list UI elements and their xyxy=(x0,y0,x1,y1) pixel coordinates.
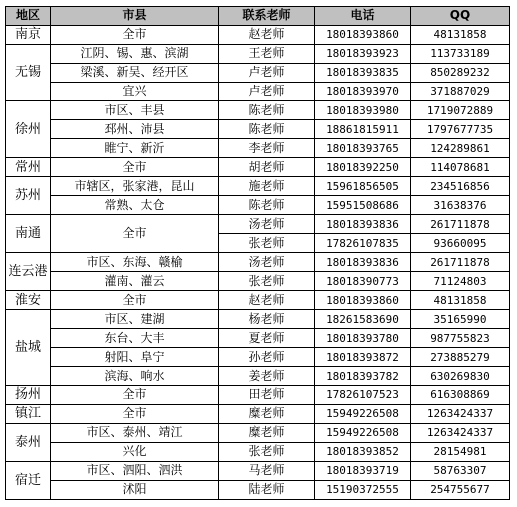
phone-cell: 18018393836 xyxy=(315,253,411,272)
table-row xyxy=(6,196,510,215)
header-row xyxy=(6,7,510,26)
contact-table xyxy=(5,6,510,500)
phone-cell: 18861815911 xyxy=(315,120,411,139)
phone-cell: 18018393860 xyxy=(315,291,411,310)
qq-cell: 1263424337 xyxy=(411,423,510,442)
phone-cell: 15949226508 xyxy=(315,423,411,442)
phone-cell: 18018393719 xyxy=(315,461,411,480)
teacher-cell: 夏老师 xyxy=(219,329,315,348)
qq-cell: 261711878 xyxy=(411,253,510,272)
qq-cell: 48131858 xyxy=(411,25,510,44)
table-row xyxy=(6,461,510,480)
teacher-cell: 王老师 xyxy=(219,44,315,63)
teacher-cell: 陈老师 xyxy=(219,101,315,120)
header-phone: 电话 xyxy=(315,7,411,26)
qq-cell: 987755823 xyxy=(411,329,510,348)
table-row xyxy=(6,272,510,291)
qq-cell: 1719072889 xyxy=(411,101,510,120)
teacher-cell: 糜老师 xyxy=(219,404,315,423)
teacher-cell: 赵老师 xyxy=(219,291,315,310)
phone-cell: 18261583690 xyxy=(315,310,411,329)
qq-cell: 261711878 xyxy=(411,215,510,234)
county-cell: 全市 xyxy=(51,215,219,253)
teacher-cell: 张老师 xyxy=(219,272,315,291)
county-cell: 市辖区，张家港，昆山 xyxy=(51,177,219,196)
county-cell: 市区、丰县 xyxy=(51,101,219,120)
qq-cell: 93660095 xyxy=(411,234,510,253)
phone-cell: 15190372555 xyxy=(315,480,411,499)
qq-cell: 48131858 xyxy=(411,291,510,310)
county-cell: 灌南、灌云 xyxy=(51,272,219,291)
phone-cell: 18018392250 xyxy=(315,158,411,177)
phone-cell: 17826107835 xyxy=(315,234,411,253)
qq-cell: 114078681 xyxy=(411,158,510,177)
region-cell: 苏州 xyxy=(6,177,51,215)
teacher-cell: 孙老师 xyxy=(219,348,315,367)
phone-cell: 18018390773 xyxy=(315,272,411,291)
header-qq: QQ xyxy=(411,7,510,26)
table-row xyxy=(6,348,510,367)
phone-cell: 15951508686 xyxy=(315,196,411,215)
table-row xyxy=(6,386,510,405)
teacher-cell: 汤老师 xyxy=(219,253,315,272)
teacher-cell: 陈老师 xyxy=(219,120,315,139)
qq-cell: 1263424337 xyxy=(411,404,510,423)
table-row xyxy=(6,404,510,423)
county-cell: 睢宁、新沂 xyxy=(51,139,219,158)
qq-cell: 616308869 xyxy=(411,386,510,405)
table-row xyxy=(6,139,510,158)
county-cell: 宜兴 xyxy=(51,82,219,101)
phone-cell: 18018393835 xyxy=(315,63,411,82)
region-cell: 南通 xyxy=(6,215,51,253)
teacher-cell: 张老师 xyxy=(219,442,315,461)
qq-cell: 1797677735 xyxy=(411,120,510,139)
teacher-cell: 胡老师 xyxy=(219,158,315,177)
teacher-cell: 马老师 xyxy=(219,461,315,480)
qq-cell: 371887029 xyxy=(411,82,510,101)
phone-cell: 18018393852 xyxy=(315,442,411,461)
teacher-cell: 卢老师 xyxy=(219,82,315,101)
region-cell: 扬州 xyxy=(6,386,51,405)
qq-cell: 254755677 xyxy=(411,480,510,499)
table-row xyxy=(6,101,510,120)
county-cell: 全市 xyxy=(51,386,219,405)
teacher-cell: 田老师 xyxy=(219,386,315,405)
phone-cell: 18018393765 xyxy=(315,139,411,158)
teacher-cell: 杨老师 xyxy=(219,310,315,329)
qq-cell: 35165990 xyxy=(411,310,510,329)
phone-cell: 18018393872 xyxy=(315,348,411,367)
county-cell: 邳州、沛县 xyxy=(51,120,219,139)
county-cell: 全市 xyxy=(51,158,219,177)
county-cell: 市区、东海、赣榆 xyxy=(51,253,219,272)
table-row xyxy=(6,44,510,63)
teacher-cell: 陈老师 xyxy=(219,196,315,215)
phone-cell: 18018393860 xyxy=(315,25,411,44)
qq-cell: 31638376 xyxy=(411,196,510,215)
table-row xyxy=(6,215,510,234)
phone-cell: 18018393980 xyxy=(315,101,411,120)
county-cell: 东台、大丰 xyxy=(51,329,219,348)
county-cell: 兴化 xyxy=(51,442,219,461)
table-row xyxy=(6,480,510,499)
table-row xyxy=(6,442,510,461)
county-cell: 全市 xyxy=(51,404,219,423)
region-cell: 徐州 xyxy=(6,101,51,158)
region-cell: 盐城 xyxy=(6,310,51,386)
phone-cell: 18018393782 xyxy=(315,367,411,386)
region-cell: 南京 xyxy=(6,25,51,44)
table-row xyxy=(6,158,510,177)
county-cell: 全市 xyxy=(51,25,219,44)
qq-cell: 71124803 xyxy=(411,272,510,291)
table-row xyxy=(6,120,510,139)
county-cell: 射阳、阜宁 xyxy=(51,348,219,367)
qq-cell: 630269830 xyxy=(411,367,510,386)
table-row xyxy=(6,253,510,272)
teacher-cell: 施老师 xyxy=(219,177,315,196)
phone-cell: 15949226508 xyxy=(315,404,411,423)
teacher-cell: 汤老师 xyxy=(219,215,315,234)
table-row xyxy=(6,63,510,82)
phone-cell: 18018393836 xyxy=(315,215,411,234)
teacher-cell: 赵老师 xyxy=(219,25,315,44)
table-row xyxy=(6,177,510,196)
county-cell: 滨海、响水 xyxy=(51,367,219,386)
region-cell: 泰州 xyxy=(6,423,51,461)
table-row xyxy=(6,291,510,310)
region-cell: 淮安 xyxy=(6,291,51,310)
teacher-cell: 张老师 xyxy=(219,234,315,253)
county-cell: 市区、泗阳、泗洪 xyxy=(51,461,219,480)
table-row xyxy=(6,82,510,101)
qq-cell: 850289232 xyxy=(411,63,510,82)
header-teacher: 联系老师 xyxy=(219,7,315,26)
region-cell: 连云港 xyxy=(6,253,51,291)
table-row xyxy=(6,423,510,442)
qq-cell: 273885279 xyxy=(411,348,510,367)
teacher-cell: 卢老师 xyxy=(219,63,315,82)
table-row xyxy=(6,367,510,386)
phone-cell: 18018393970 xyxy=(315,82,411,101)
teacher-cell: 李老师 xyxy=(219,139,315,158)
table-row xyxy=(6,310,510,329)
county-cell: 市区、泰州、靖江 xyxy=(51,423,219,442)
county-cell: 常熟、太仓 xyxy=(51,196,219,215)
phone-cell: 15961856505 xyxy=(315,177,411,196)
qq-cell: 113733189 xyxy=(411,44,510,63)
teacher-cell: 姜老师 xyxy=(219,367,315,386)
teacher-cell: 陆老师 xyxy=(219,480,315,499)
region-cell: 常州 xyxy=(6,158,51,177)
county-cell: 江阴、锡、惠、滨湖 xyxy=(51,44,219,63)
region-cell: 无锡 xyxy=(6,44,51,101)
phone-cell: 17826107523 xyxy=(315,386,411,405)
county-cell: 全市 xyxy=(51,291,219,310)
qq-cell: 124289861 xyxy=(411,139,510,158)
county-cell: 梁溪、新吴、经开区 xyxy=(51,63,219,82)
qq-cell: 28154981 xyxy=(411,442,510,461)
county-cell: 沭阳 xyxy=(51,480,219,499)
phone-cell: 18018393923 xyxy=(315,44,411,63)
header-region: 地区 xyxy=(6,7,51,26)
teacher-cell: 糜老师 xyxy=(219,423,315,442)
phone-cell: 18018393780 xyxy=(315,329,411,348)
table-row xyxy=(6,25,510,44)
qq-cell: 234516856 xyxy=(411,177,510,196)
header-county: 市县 xyxy=(51,7,219,26)
county-cell: 市区、建湖 xyxy=(51,310,219,329)
table-row xyxy=(6,329,510,348)
table-header xyxy=(6,7,510,26)
table-body xyxy=(6,25,510,499)
region-cell: 宿迁 xyxy=(6,461,51,499)
qq-cell: 58763307 xyxy=(411,461,510,480)
region-cell: 镇江 xyxy=(6,404,51,423)
